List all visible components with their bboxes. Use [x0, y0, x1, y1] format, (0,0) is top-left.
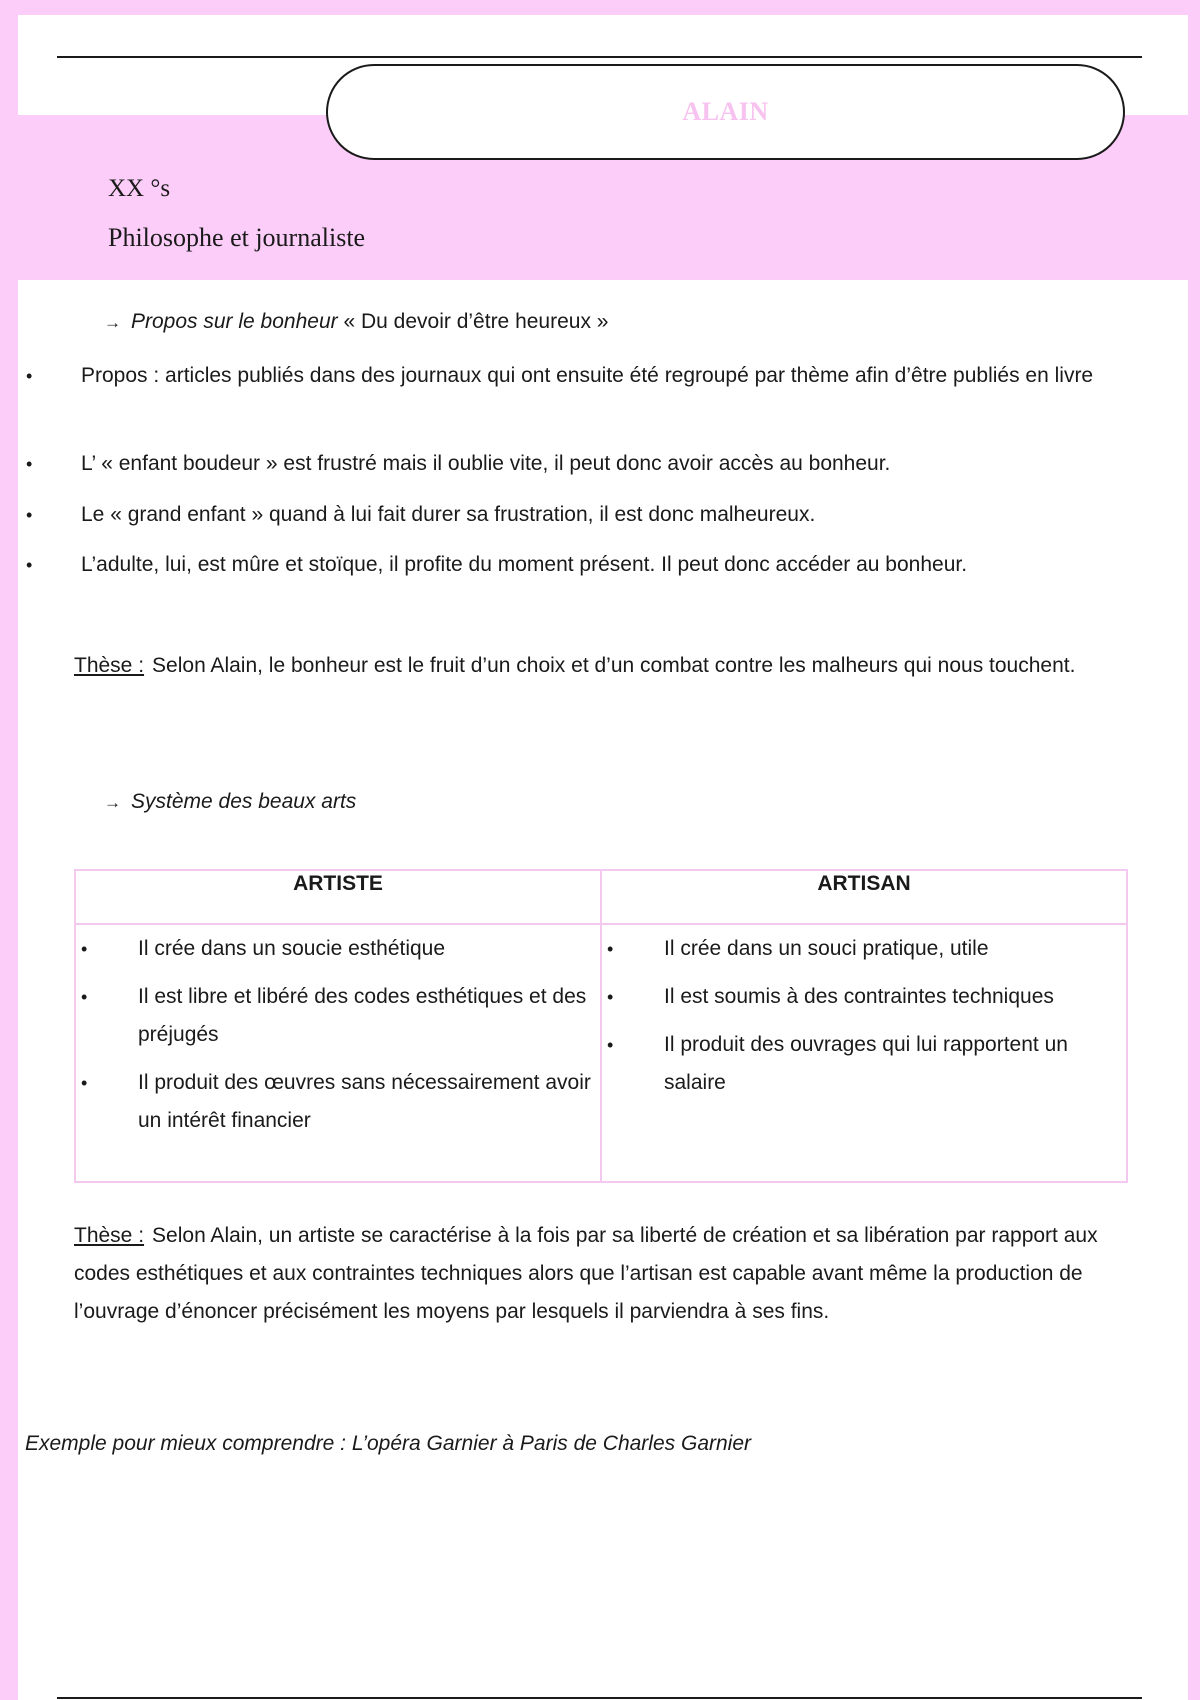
list-item-text: Le « grand enfant » quand à lui fait durer sa frustration, il est donc malheureux. [81, 503, 816, 526]
list-item: • Il crée dans un soucie esthétique [76, 930, 600, 968]
artisan-list [602, 925, 1126, 1102]
list-item-text: L’adulte, lui, est mûre et stoïque, il profite du moment présent. Il peut donc accéder au bonheur. [81, 553, 968, 576]
bullet-icon: • [26, 366, 33, 386]
thesis-label: Thèse : [74, 1224, 145, 1247]
century-label: XX °s [108, 175, 171, 202]
list-item: • Il est libre et libéré des codes esthétiques et des préjugés [76, 978, 600, 1054]
author-role: Philosophe et journaliste [108, 223, 366, 252]
list-item-text: Propos : articles publiés dans des journaux qui ont ensuite été regroupé par thème afin d’être publiés en livre [81, 364, 1094, 387]
thesis-text: Selon Alain, un artiste se caractérise à la fois par sa liberté de création et sa libération par rapport aux codes esthétiques et aux contraintes techniques alors que l’artisan est capable avant même la production de l’ouvrage d’énoncer précisément les moyens par lesquels il parviendra à ses fins. [74, 1224, 1098, 1323]
list-item: • Il est soumis à des contraintes techniques [602, 978, 1126, 1016]
page-title: ALAIN [682, 97, 769, 126]
list-item: • Il crée dans un souci pratique, utile [602, 930, 1126, 968]
table-row [75, 924, 1127, 1182]
arrow-right-icon: → [104, 793, 121, 812]
work-subtitle: « Du devoir d’être heureux » [343, 310, 609, 333]
column-header-artisan: ARTISAN [601, 870, 1127, 924]
bottom-divider [57, 1697, 1142, 1699]
thesis-paragraph [74, 647, 1134, 685]
thesis-text: Selon Alain, le bonheur est le fruit d’un choix et d’un combat contre les malheurs qui nous touchent. [152, 654, 1076, 677]
arrow-right-icon: → [104, 313, 121, 332]
example-line: Exemple pour mieux comprendre : L’opéra Garnier à Paris de Charles Garnier [25, 1432, 752, 1455]
thesis-paragraph [74, 1217, 1134, 1331]
top-divider [57, 56, 1142, 58]
work-title: Propos sur le bonheur [131, 310, 338, 333]
thesis-label: Thèse : [74, 654, 145, 677]
comparison-table [74, 869, 1128, 1183]
column-header-artiste: ARTISTE [75, 870, 601, 924]
list-item-text: L’ « enfant boudeur » est frustré mais il oublie vite, il peut donc avoir accès au bonheur. [81, 452, 891, 475]
bullet-icon: • [26, 454, 33, 474]
artisan-cell [601, 924, 1127, 1182]
section-heading-propos [104, 310, 608, 334]
work-title: Système des beaux arts [131, 790, 357, 813]
artiste-cell [75, 924, 601, 1182]
list-item: • Il produit des ouvrages qui lui rapportent un salaire [602, 1026, 1126, 1102]
bullet-icon: • [26, 505, 33, 525]
table-header-row [75, 870, 1127, 924]
list-item: • Il produit des œuvres sans nécessairement avoir un intérêt financier [76, 1064, 600, 1140]
artiste-list [76, 925, 600, 1140]
bullet-icon: • [26, 555, 33, 575]
section-heading-beaux-arts [104, 790, 356, 814]
title-box [326, 64, 1125, 160]
